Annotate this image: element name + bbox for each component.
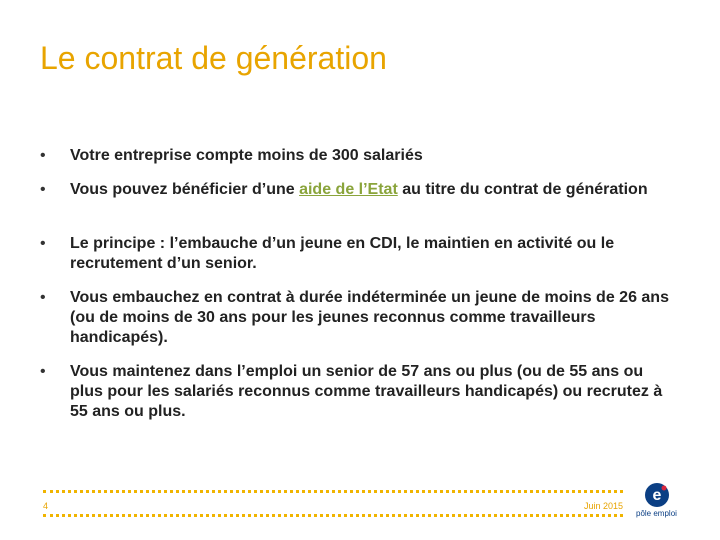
bullet-text-part: Vous maintenez dans l’emploi un senior de 57 ans ou plus (ou de 55 ans ou plus pour les salariés reconnus comme travailleurs handicapés) ou recrutez à 55 ans ou plus. [70,363,663,420]
footer-divider-top [43,490,623,493]
bullet-text [70,234,670,274]
bullet-text [70,362,670,422]
bullet-text-part: au titre du contrat de génération [397,181,648,198]
bullet-dot-icon: • [40,235,46,252]
footer-date: Juin 2015 [583,501,623,511]
bullet-text-part: Vous pouvez bénéficier d’une [70,181,300,198]
bullet-dot-icon: • [40,147,46,164]
footer [43,490,623,517]
svg-text:e: e [652,487,662,504]
bullet-text [70,146,670,166]
aide-etat-link[interactable]: aide de l’Etat [299,181,398,198]
footer-divider-bottom [43,514,623,517]
pole-emploi-logo-icon [644,482,670,508]
bullet-dot-icon: • [40,363,46,380]
bullet-text [70,180,670,200]
bullet-text [70,288,670,348]
logo-text: pôle emploi [636,509,677,518]
bullet-text-part: Vous embauchez en contrat à durée indéterminée un jeune de moins de 26 ans (ou de moins de 30 ans pour les jeunes reconnus comme travailleurs handicapés). [70,289,669,346]
page-number: 4 [43,501,49,511]
bullet-text-part: Votre entreprise compte moins de 300 salariés [70,147,423,164]
bullet-dot-icon: • [40,289,46,306]
bullet-text-part: Le principe : l’embauche d’un jeune en CDI, le maintien en activité ou le recrutement d’un senior. [70,235,615,272]
bullet-dot-icon: • [40,181,46,198]
pole-emploi-logo [636,482,684,522]
slide-title: Le contrat de génération [40,40,387,76]
